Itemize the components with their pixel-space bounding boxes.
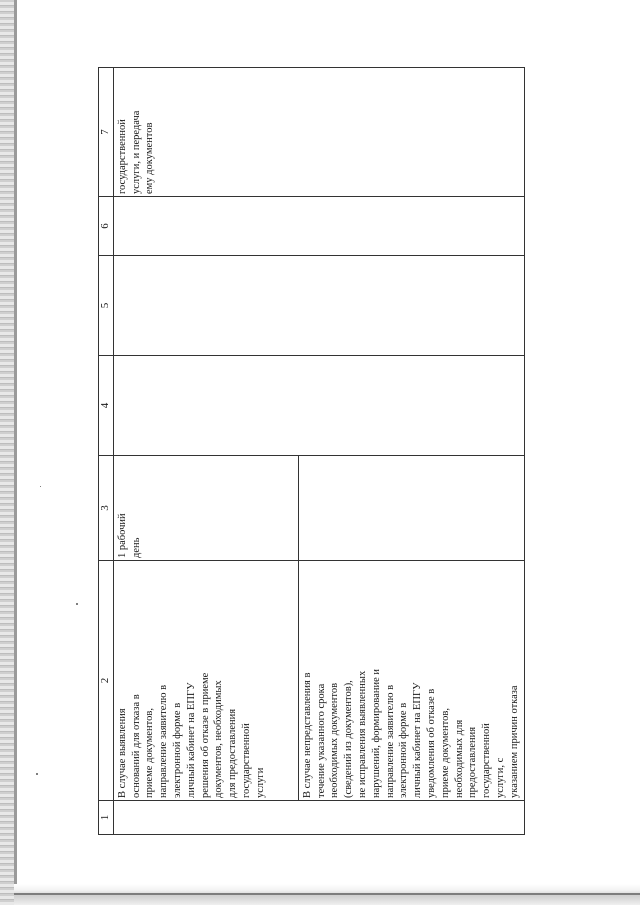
- row2-cell-2: [298, 561, 524, 801]
- header-cell-3: 3: [99, 456, 114, 561]
- header-cell-5: 5: [99, 256, 114, 356]
- row2-cell-3: [298, 456, 524, 561]
- scan-speck: [40, 486, 41, 487]
- row-cell-6: [113, 197, 524, 256]
- scan-speck: [36, 773, 38, 775]
- header-row: [99, 68, 114, 835]
- scan-speck: [76, 603, 78, 605]
- row-cell-4: [113, 356, 524, 456]
- row1-cell-3: [113, 456, 298, 561]
- row-cell-1: [113, 801, 524, 835]
- scan-left-edge: [0, 0, 14, 905]
- duration-text: 1 рабочий день: [116, 513, 142, 558]
- row-cell-5: [113, 256, 524, 356]
- non-submission-text: В случае непредставления в течение указанного срока необходимых документов (сведений из документов), не исправления выявленных нарушений, формирование и направление заявителю в электронной форме в личный кабинет на ЕПГУ уведомления об отказе в приеме документов, необходимых для предоставления государственной услуги, с указанием причин отказа: [301, 668, 520, 798]
- result-text: государственной услуги, и передача ему документов: [116, 110, 156, 194]
- header-cell-6: 6: [99, 197, 114, 256]
- scan-left-border: [14, 0, 17, 905]
- rotated-table-page: [98, 68, 520, 835]
- header-cell-7: 7: [99, 68, 114, 197]
- row-cell-7: [113, 68, 524, 197]
- row1-cell-2: [113, 561, 298, 801]
- table-row: [113, 68, 298, 835]
- refusal-grounds-text: В случае выявления оснований для отказа в приеме документов, направление заявителю в электронной форме в личный кабинет на ЕПГУ решения об отказе в приеме документов, необходимых для предоставления государственной услуги: [116, 672, 266, 798]
- header-cell-1: 1: [99, 801, 114, 835]
- header-cell-4: 4: [99, 356, 114, 456]
- header-cell-2: 2: [99, 561, 114, 801]
- procedure-table: [98, 67, 525, 835]
- scan-bottom-line: [14, 893, 640, 895]
